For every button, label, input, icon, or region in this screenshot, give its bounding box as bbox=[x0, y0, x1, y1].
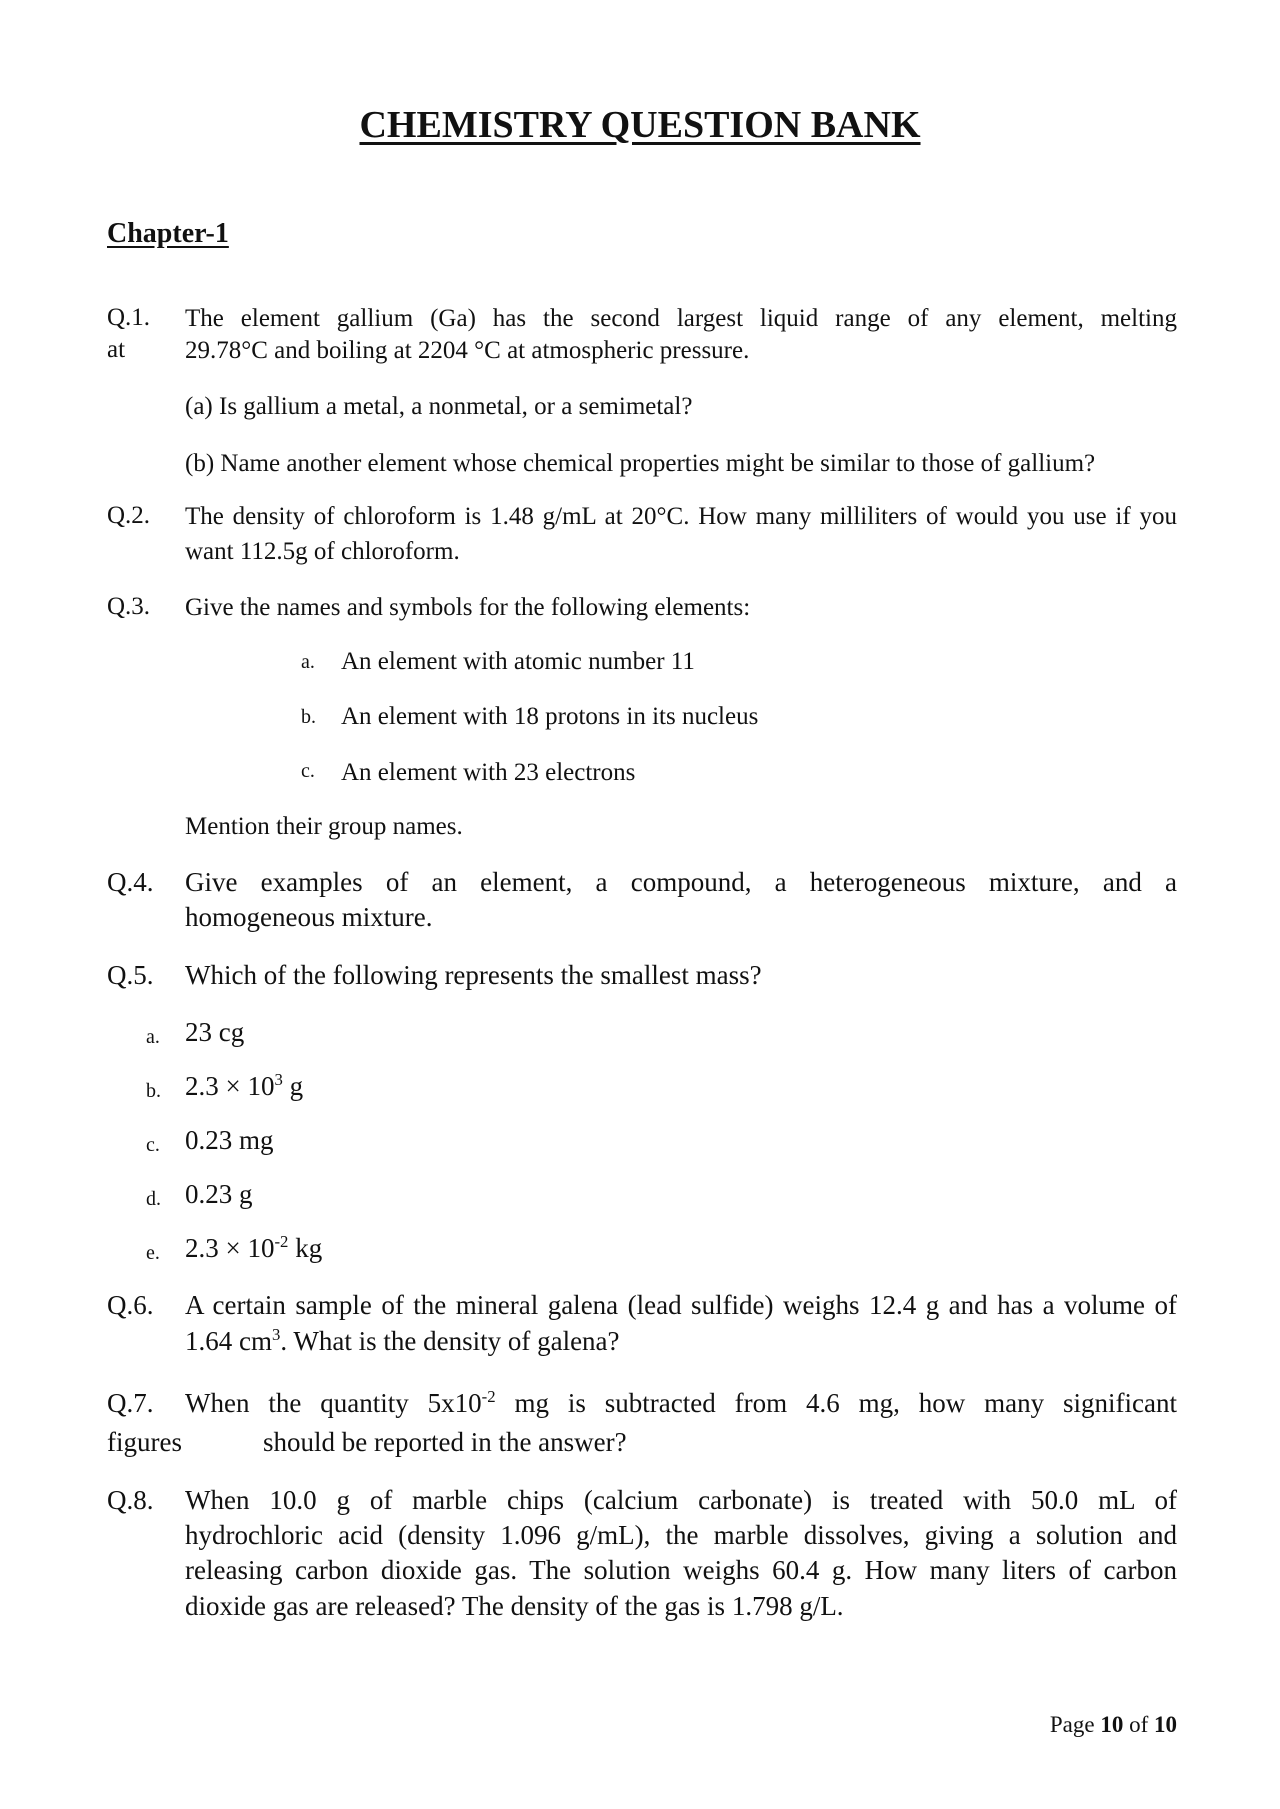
question-text-line: When 10.0 g of marble chips (calcium carbonate) is treated with 50.0 mL of bbox=[185, 1485, 1177, 1515]
question-text-line: Which of the following represents the smallest mass? bbox=[185, 960, 762, 990]
wrapped-word: figures bbox=[107, 1427, 182, 1457]
question-number: Q.5. bbox=[107, 960, 154, 990]
question-number: Q.1. bbox=[107, 304, 151, 331]
option-text: $2.3 \times 10^3$ g bbox=[185, 1070, 304, 1101]
wrapped-word: at bbox=[107, 336, 126, 363]
option-marker: a. bbox=[146, 1026, 160, 1048]
list-item: An element with atomic number 11 bbox=[341, 648, 695, 675]
question-number: Q.3. bbox=[107, 593, 151, 620]
question-text-line: 29.78°C and boiling at 2204 °C at atmospheric pressure. bbox=[185, 337, 750, 364]
sub-question-b: (b) Name another element whose chemical properties might be similar to those of gallium? bbox=[185, 450, 1096, 477]
of-label: of bbox=[1129, 1712, 1149, 1737]
question-text-line: releasing carbon dioxide gas. The solution weighs 60.4 g. How many liters of carbon bbox=[185, 1555, 1177, 1585]
option-marker: c. bbox=[146, 1134, 160, 1156]
option-text: $2.3 \times 10^{-2}$ kg bbox=[185, 1232, 323, 1263]
sub-question-a: (a) Is gallium a metal, a nonmetal, or a semimetal? bbox=[185, 393, 693, 420]
question-number: Q.2. bbox=[107, 502, 151, 529]
question-text-line: hydrochloric acid (density 1.096 g/mL), the marble dissolves, giving a solution and bbox=[185, 1520, 1177, 1550]
option-text: 23 cg bbox=[185, 1017, 245, 1047]
question-number: Q.8. bbox=[107, 1485, 154, 1515]
list-item: An element with 18 protons in its nucleus bbox=[341, 703, 759, 730]
question-text-line: homogeneous mixture. bbox=[185, 902, 433, 932]
list-marker: a. bbox=[301, 651, 315, 673]
page-number: 10 bbox=[1100, 1712, 1124, 1737]
question-text-line: When the quantity $5x10^{-2}$ mg is subtracted from 4.6 mg, how many significant bbox=[185, 1387, 1177, 1418]
question-text-line: A certain sample of the mineral galena (lead sulfide) weighs 12.4 g and has a volume of bbox=[185, 1290, 1177, 1320]
question-text-line: The density of chloroform is 1.48 g/mL at 20°C. How many milliliters of would you use if you bbox=[185, 503, 1177, 530]
option-text: 0.23 g bbox=[185, 1179, 253, 1209]
question-text-line: Give the names and symbols for the following elements: bbox=[185, 594, 751, 621]
question-text-line: Mention their group names. bbox=[185, 813, 463, 840]
chapter-heading: Chapter-1 bbox=[107, 218, 229, 249]
question-text-line: dioxide gas are released? The density of the gas is 1.798 g/L. bbox=[185, 1591, 844, 1621]
question-text-line: 1.64 $cm^3$. What is the density of galena? bbox=[185, 1325, 620, 1356]
question-text-line: want 112.5g of chloroform. bbox=[185, 538, 460, 565]
document-title: CHEMISTRY QUESTION BANK bbox=[359, 104, 921, 146]
question-number: Q.6. bbox=[107, 1290, 154, 1320]
page-label: Page bbox=[1049, 1712, 1095, 1737]
question-text-line: Give examples of an element, a compound, a heterogeneous mixture, and a bbox=[185, 867, 1177, 897]
list-marker: b. bbox=[301, 706, 316, 728]
question-number: Q.7. bbox=[107, 1388, 154, 1418]
question-text-line: The element gallium (Ga) has the second largest liquid range of any element, melting bbox=[185, 305, 1177, 332]
option-marker: e. bbox=[146, 1242, 160, 1264]
question-text-line: should be reported in the answer? bbox=[263, 1427, 627, 1457]
option-marker: d. bbox=[146, 1188, 161, 1210]
page-footer bbox=[1050, 1712, 1177, 1738]
page-total: 10 bbox=[1154, 1712, 1177, 1737]
option-marker: b. bbox=[146, 1080, 161, 1102]
question-number: Q.4. bbox=[107, 867, 154, 897]
list-marker: c. bbox=[301, 760, 315, 782]
list-item: An element with 23 electrons bbox=[341, 759, 636, 786]
option-text: 0.23 mg bbox=[185, 1125, 274, 1155]
